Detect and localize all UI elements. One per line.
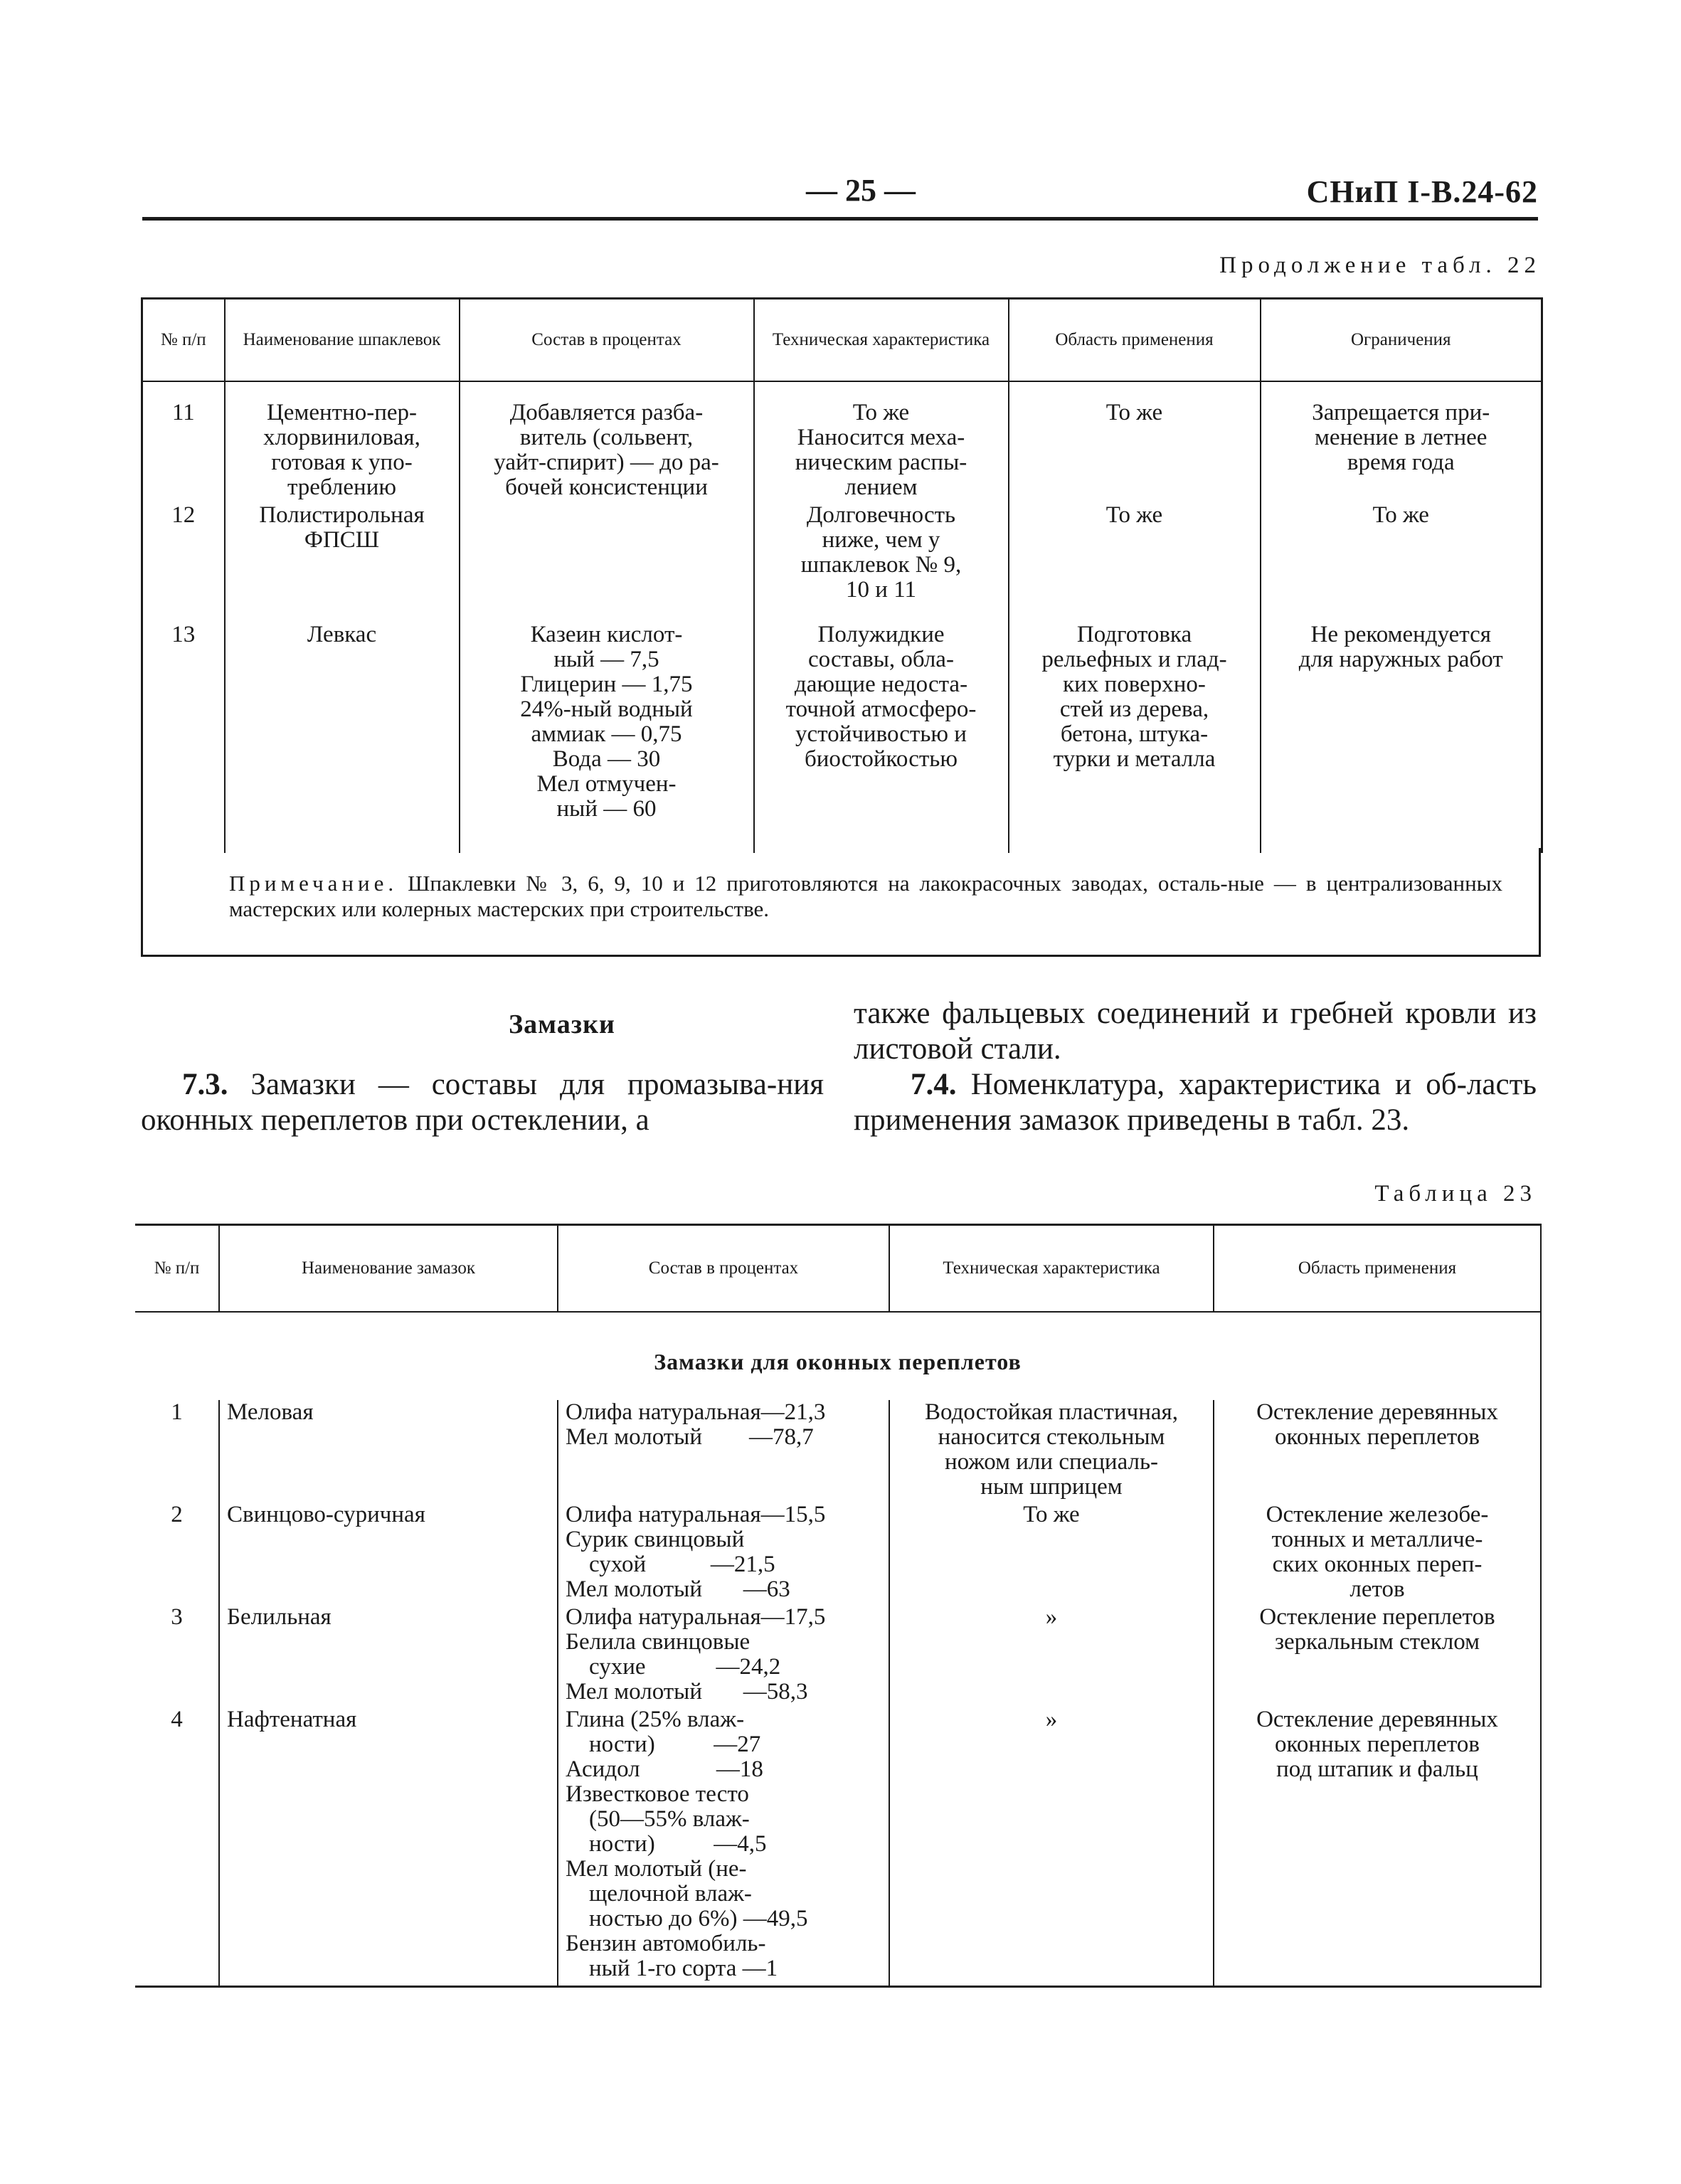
limitations: Не рекомендуется для наружных работ [1298, 622, 1503, 672]
table22-caption: Продолжение табл. 22 [1219, 253, 1541, 278]
note-text: Шпаклевки № 3, 6, 9, 10 и 12 приготовляются на лакокрасочных заводах, осталь-ные — в централизованных мастерских или колерных мастерских при строительстве. [229, 871, 1503, 921]
application-area: Остекление переплетов зеркальным стеклом [1214, 1603, 1541, 1706]
table22-header-tech: Техническая характеристика [754, 299, 1009, 382]
paragraph-7-4 [854, 1067, 1537, 1138]
table-row [135, 1400, 1541, 1501]
application-area: Остекление деревянных оконных переплетов под штапик и фальц [1214, 1706, 1541, 1987]
putty-name: Нафтенатная [219, 1706, 558, 1987]
composition: Добавляется разба- витель (сольвент, уайт-спирит) — до ра- бочей консистенции [460, 381, 754, 502]
tech-characteristic: » [889, 1706, 1214, 1987]
table22-header-composition: Состав в процентах [460, 299, 754, 382]
application-area: То же [1009, 381, 1261, 502]
table-row [142, 604, 1542, 853]
tech-characteristic: » [889, 1603, 1214, 1706]
putty-name: Белильная [219, 1603, 558, 1706]
composition: Казеин кислот- ный — 7,5 Глицерин — 1,75 24%-ный водный аммиак — 0,75 Вода — 30 Мел отмучен- ный — 60 [460, 604, 754, 853]
application-area: Подготовка рельефных и глад- ких поверхно- стей из дерева, бетона, штука- турки и металла [1009, 604, 1261, 853]
tech-characteristic: То же [889, 1501, 1214, 1603]
paragraph-text: Номенклатура, характеристика и об-ласть применения замазок приведены в табл. 23. [854, 1068, 1537, 1137]
paragraph-text: Замазки — составы для промазыва-ния оконных переплетов при остеклении, а [141, 1068, 824, 1137]
putty-name: Цементно-пер- хлорвиниловая, готовая к упо- треблению [225, 381, 460, 502]
table-row [135, 1706, 1541, 1987]
table-23 [135, 1224, 1542, 1988]
putty-name: Полистирольная ФПСШ [225, 502, 460, 604]
paragraph-7-3 [141, 1067, 824, 1138]
table22-header-name: Наименование шпаклевок [225, 299, 460, 382]
application-area: То же [1009, 502, 1261, 604]
table-row [135, 1603, 1541, 1706]
composition [460, 502, 754, 604]
row-number: 3 [135, 1603, 219, 1706]
table-row [142, 502, 1542, 604]
putty-name: Меловая [219, 1400, 558, 1501]
table23-header-tech: Техническая характеристика [889, 1225, 1214, 1313]
limitations: То же [1372, 502, 1429, 528]
paragraph-number: 7.4. [911, 1068, 957, 1101]
table23-section-row [135, 1312, 1541, 1400]
tech-characteristic: Долговечность ниже, чем у шпаклевок № 9, 10 и 11 [754, 502, 1009, 604]
putty-name: Свинцово-суричная [219, 1501, 558, 1603]
tech-characteristic: Водостойкая пластичная, наносится стекольным ножом или специаль- ным шприцем [889, 1400, 1214, 1501]
section-heading: Замазки [509, 1009, 615, 1039]
table23-header-row [135, 1225, 1541, 1313]
table22-header-num: № п/п [142, 299, 225, 382]
paragraph-number: 7.3. [182, 1068, 228, 1101]
header-rule [142, 217, 1538, 221]
page-number: — 25 — [806, 173, 916, 208]
table23-header-name: Наименование замазок [219, 1225, 558, 1313]
row-number: 2 [135, 1501, 219, 1603]
composition: Олифа натуральная—15,5 Сурик свинцовый сухой —21,5 Мел молотый —63 [558, 1501, 889, 1603]
table22-note [229, 871, 1502, 922]
note-label: Примечание. [229, 871, 398, 896]
table22-header-area: Область применения [1009, 299, 1261, 382]
row-number: 13 [142, 604, 225, 853]
paragraph-7-3-continued: также фальцевых соединений и гребней кровли из листовой стали. [854, 997, 1537, 1066]
composition: Олифа натуральная—21,3 Мел молотый —78,7 [558, 1400, 889, 1501]
table23-header-composition: Состав в процентах [558, 1225, 889, 1313]
table23-header-num: № п/п [135, 1225, 219, 1313]
table23-header-area: Область применения [1214, 1225, 1541, 1313]
row-number: 1 [135, 1400, 219, 1501]
tech-characteristic: Полужидкие составы, обла- дающие недоста- точной атмосферо- устойчивостью и биостойкостью [754, 604, 1009, 853]
row-number: 11 [142, 381, 225, 502]
tech-characteristic: То же Наносится меха- ническим распы- лением [754, 381, 1009, 502]
table22-header-row [142, 299, 1542, 382]
row-number: 4 [135, 1706, 219, 1987]
table22-header-limits: Ограничения [1261, 299, 1542, 382]
table-22 [141, 297, 1543, 853]
table-row [135, 1501, 1541, 1603]
table-row [142, 381, 1542, 502]
table23-caption: Таблица 23 [1374, 1181, 1537, 1207]
row-number: 12 [142, 502, 225, 604]
table23-section-title: Замазки для оконных переплетов [135, 1312, 1541, 1400]
putty-name: Левкас [225, 604, 460, 853]
application-area: Остекление железобе- тонных и металличе- ских оконных переп- летов [1214, 1501, 1541, 1603]
application-area: Остекление деревянных оконных переплетов [1214, 1400, 1541, 1501]
composition: Олифа натуральная—17,5 Белила свинцовые сухие —24,2 Мел молотый —58,3 [558, 1603, 889, 1706]
composition: Глина (25% влаж- ности) —27 Асидол —18 Известковое тесто (50—55% влаж- ности) —4,5 Мел молотый (не- щелочной влаж- ностью до 6%) —49,5 Бензин автомобиль- ный 1-го сорта —1 [558, 1706, 889, 1987]
document-code: СНиП I-В.24-62 [1306, 174, 1538, 209]
limitations: Запрещается при- менение в летнее время года [1312, 400, 1490, 475]
